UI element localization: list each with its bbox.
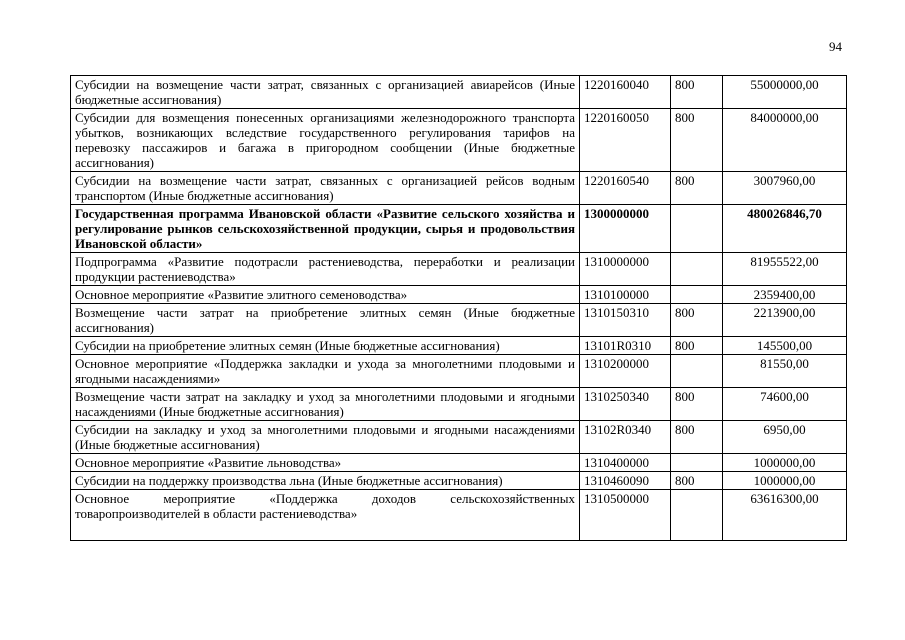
expense-type-cell (671, 253, 723, 286)
target-article-code-cell: 1310400000 (580, 454, 671, 472)
amount-cell: 84000000,00 (723, 109, 847, 172)
table-row (71, 454, 847, 472)
amount-cell: 1000000,00 (723, 472, 847, 490)
item-name-cell: Основное мероприятие «Поддержка доходов сельскохозяйственных товаропроизводителей в области растениеводства» (71, 490, 580, 541)
expense-type-cell: 800 (671, 172, 723, 205)
expense-type-cell: 800 (671, 421, 723, 454)
amount-cell: 145500,00 (723, 337, 847, 355)
target-article-code-cell: 1220160040 (580, 76, 671, 109)
table-row (71, 337, 847, 355)
amount-cell: 2213900,00 (723, 304, 847, 337)
table-row (71, 172, 847, 205)
expense-type-cell: 800 (671, 109, 723, 172)
item-name-cell: Возмещение части затрат на закладку и уход за многолетними плодовыми и ягодными насаждениями (Иные бюджетные ассигнования) (71, 388, 580, 421)
expense-type-cell: 800 (671, 388, 723, 421)
expense-type-cell (671, 355, 723, 388)
amount-cell: 81955522,00 (723, 253, 847, 286)
item-name-cell: Возмещение части затрат на приобретение элитных семян (Иные бюджетные ассигнования) (71, 304, 580, 337)
expense-type-cell: 800 (671, 76, 723, 109)
page-number: 94 (829, 39, 842, 54)
item-name-cell: Субсидии на поддержку производства льна (Иные бюджетные ассигнования) (71, 472, 580, 490)
amount-cell: 63616300,00 (723, 490, 847, 541)
item-name-cell: Основное мероприятие «Развитие льноводства» (71, 454, 580, 472)
target-article-code-cell: 1310500000 (580, 490, 671, 541)
amount-cell: 74600,00 (723, 388, 847, 421)
target-article-code-cell: 1310000000 (580, 253, 671, 286)
table-row (71, 490, 847, 541)
table-row (71, 76, 847, 109)
target-article-code-cell: 13102R0340 (580, 421, 671, 454)
expense-type-cell: 800 (671, 337, 723, 355)
item-name-cell: Субсидии на возмещение части затрат, связанных с организацией авиарейсов (Иные бюджетные ассигнования) (71, 76, 580, 109)
item-name-cell: Государственная программа Ивановской области «Развитие сельского хозяйства и регулирование рынков сельскохозяйственной продукции, сырья и продовольствия Ивановской области» (71, 205, 580, 253)
table-row (71, 472, 847, 490)
target-article-code-cell: 13101R0310 (580, 337, 671, 355)
table-row (71, 205, 847, 253)
expense-type-cell (671, 205, 723, 253)
item-name-cell: Субсидии на возмещение части затрат, связанных с организацией рейсов водным транспортом (Иные бюджетные ассигнования) (71, 172, 580, 205)
item-name-cell: Подпрограмма «Развитие подотрасли растениеводства, переработки и реализации продукции растениеводства» (71, 253, 580, 286)
amount-cell: 55000000,00 (723, 76, 847, 109)
table-row (71, 421, 847, 454)
amount-cell: 2359400,00 (723, 286, 847, 304)
item-name-cell: Основное мероприятие «Поддержка закладки и ухода за многолетними плодовыми и ягодными насаждениями» (71, 355, 580, 388)
target-article-code-cell: 1310460090 (580, 472, 671, 490)
table-row (71, 286, 847, 304)
target-article-code-cell: 1310150310 (580, 304, 671, 337)
budget-table-body (71, 76, 847, 541)
amount-cell: 6950,00 (723, 421, 847, 454)
target-article-code-cell: 1310250340 (580, 388, 671, 421)
amount-cell: 81550,00 (723, 355, 847, 388)
expense-type-cell (671, 454, 723, 472)
amount-cell: 480026846,70 (723, 205, 847, 253)
item-name-cell: Основное мероприятие «Развитие элитного семеноводства» (71, 286, 580, 304)
item-name-cell: Субсидии для возмещения понесенных организациями железнодорожного транспорта убытков, возникающих вследствие государственного регулирования тарифов на перевозку пассажиров и багажа в пригородном сообщении (Иные бюджетные ассигнования) (71, 109, 580, 172)
target-article-code-cell: 1220160050 (580, 109, 671, 172)
table-row (71, 355, 847, 388)
expense-type-cell: 800 (671, 472, 723, 490)
table-row (71, 253, 847, 286)
amount-cell: 3007960,00 (723, 172, 847, 205)
target-article-code-cell: 1220160540 (580, 172, 671, 205)
target-article-code-cell: 1300000000 (580, 205, 671, 253)
item-name-cell: Субсидии на приобретение элитных семян (Иные бюджетные ассигнования) (71, 337, 580, 355)
item-name-cell: Субсидии на закладку и уход за многолетними плодовыми и ягодными насаждениями (Иные бюджетные ассигнования) (71, 421, 580, 454)
expense-type-cell (671, 286, 723, 304)
table-row (71, 388, 847, 421)
target-article-code-cell: 1310200000 (580, 355, 671, 388)
amount-cell: 1000000,00 (723, 454, 847, 472)
table-row (71, 109, 847, 172)
expense-type-cell: 800 (671, 304, 723, 337)
budget-table (70, 75, 847, 541)
expense-type-cell (671, 490, 723, 541)
target-article-code-cell: 1310100000 (580, 286, 671, 304)
table-row (71, 304, 847, 337)
